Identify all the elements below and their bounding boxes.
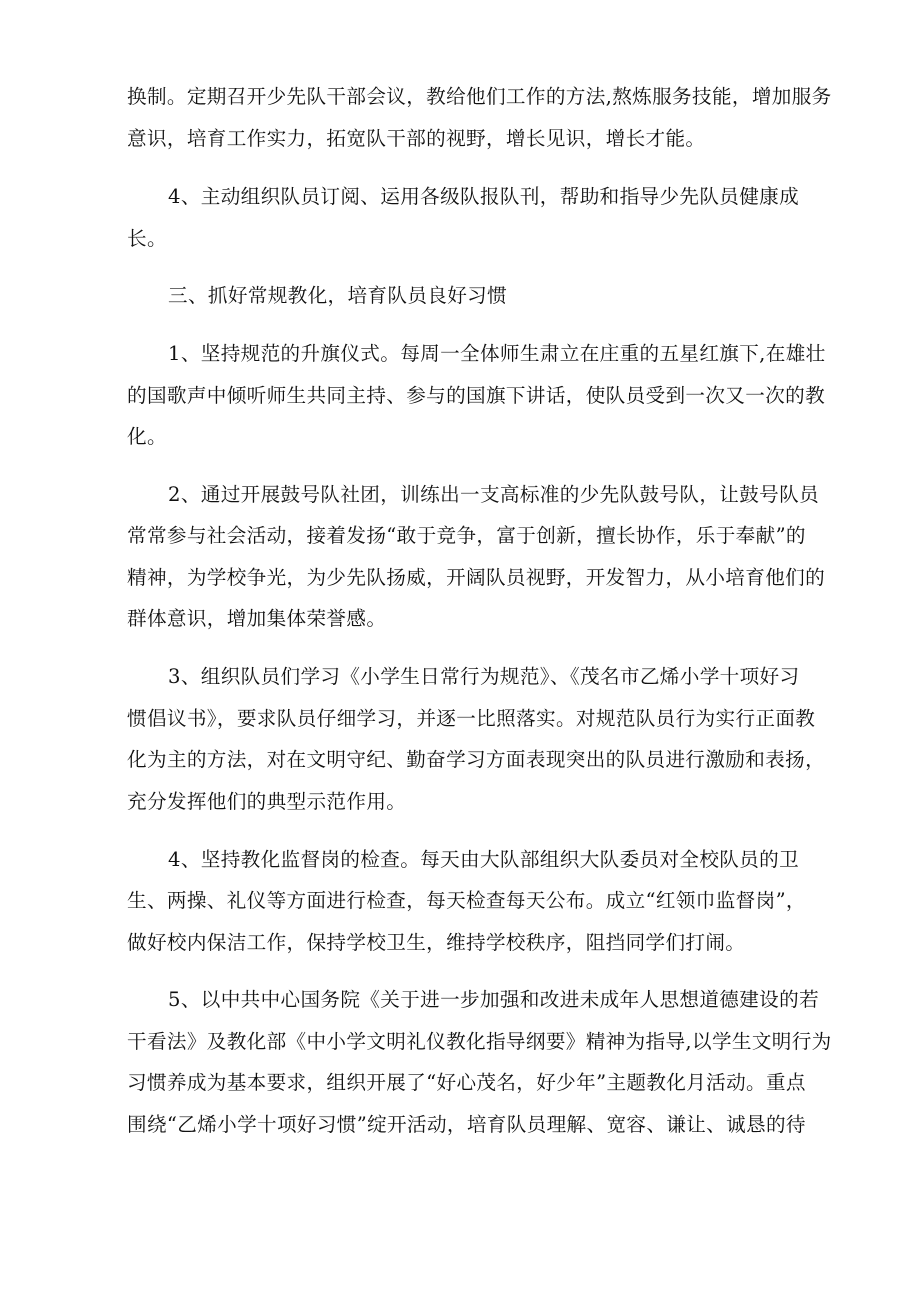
text-line: 围绕“乙烯小学十项好习惯”绽开活动，培育队员理解、宽容、谦让、诚恳的待 (127, 1113, 806, 1136)
text-line: 充分发挥他们的典型示范作用。 (127, 790, 407, 813)
text-line: 习惯养成为基本要求，组织开展了“好心茂名，好少年”主题教化月活动。重点 (127, 1071, 806, 1094)
text-line: 常常参与社会活动，接着发扬“敢于竞争，富于创新，擅长协作，乐于奉献”的 (127, 524, 806, 547)
text-line: 4、主动组织队员订阅、运用各级队报队刊，帮助和指导少先队员健康成 (168, 185, 800, 208)
text-line: 化。 (127, 425, 167, 448)
text-line: 2、通过开展鼓号队社团，训练出一支高标准的少先队鼓号队，让鼓号队员 (168, 483, 820, 506)
text-line: 1、坚持规范的升旗仪式。每周一全体师生肃立在庄重的五星红旗下,在雄壮 (168, 342, 826, 365)
text-line: 3、组织队员们学习《小学生日常行为规范》、《茂名市乙烯小学十项好习 (168, 665, 800, 688)
text-line: 做好校内保洁工作，保持学校卫生，维持学校秩序，阻挡同学们打闹。 (127, 931, 746, 954)
text-line: 4、坚持教化监督岗的检查。每天由大队部组织大队委员对全校队员的卫 (168, 848, 800, 871)
text-line: 群体意识，增加集体荣誉感。 (127, 607, 387, 630)
section-heading-text: 三、抓好常规教化，培育队员良好习惯 (168, 284, 508, 307)
text-line: 的国歌声中倾听师生共同主持、参与的国旗下讲话，使队员受到一次又一次的教 (127, 384, 826, 407)
text-line: 长。 (127, 227, 167, 250)
text-line: 化为主的方法，对在文明守纪、勤奋学习方面表现突出的队员进行激励和表扬， (127, 748, 826, 771)
text-line: 5、以中共中心国务院《关于进一步加强和改进未成年人思想道德建设的若 (168, 988, 820, 1011)
text-line: 意识，培育工作实力，拓宽队干部的视野，增长见识，增长才能。 (127, 127, 706, 150)
text-line: 惯倡议书》，要求队员仔细学习，并逐一比照落实。对规范队员行为实行正面教 (127, 707, 816, 730)
text-line: 换制。定期召开少先队干部会议，教给他们工作的方法,熬炼服务技能，增加服务 (127, 85, 832, 108)
text-line: 精神，为学校争光，为少先队扬威，开阔队员视野，开发智力，从小培育他们的 (127, 566, 826, 589)
text-line: 生、两操、礼仪等方面进行检查，每天检查每天公布。成立“红领巾监督岗”， (127, 889, 806, 912)
text-line: 干看法》及教化部《中小学文明礼仪教化指导纲要》精神为指导,以学生文明行为 (127, 1030, 832, 1053)
